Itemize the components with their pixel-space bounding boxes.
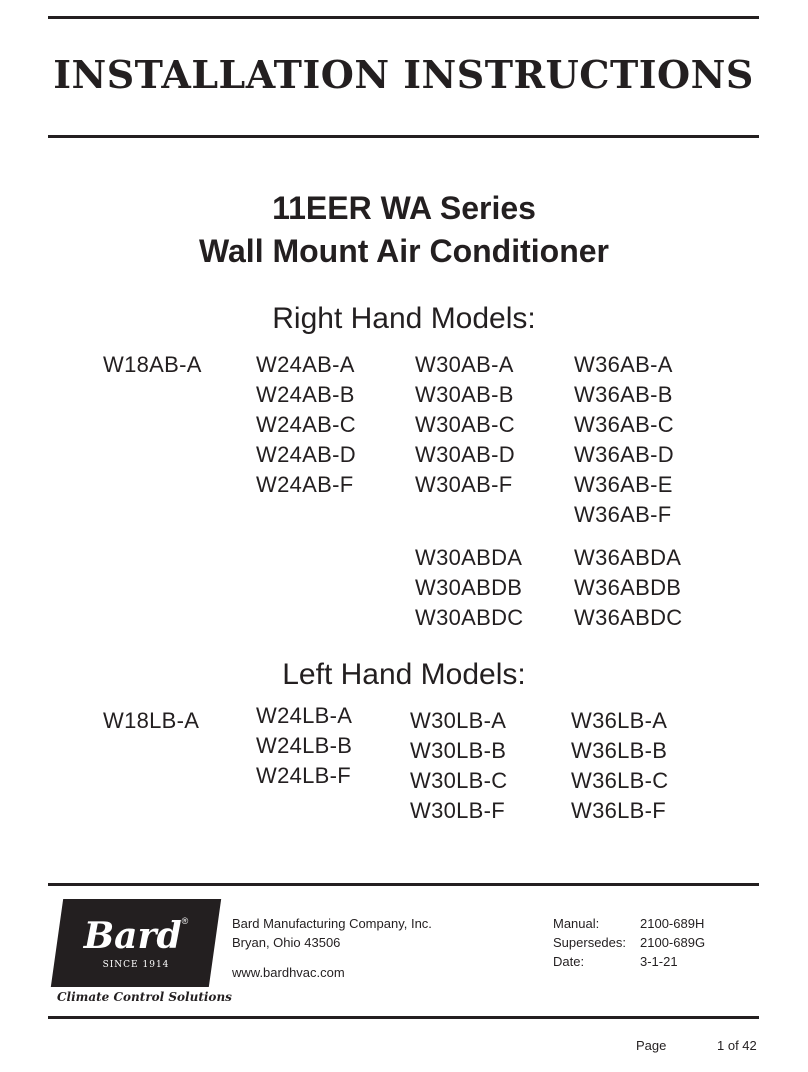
model-number: W24LB-F (256, 763, 352, 788)
model-number: W36AB-C (574, 412, 674, 437)
rh-col-30-d (415, 543, 523, 633)
model-number: W24AB-D (256, 442, 356, 467)
rh-col-18 (103, 350, 202, 380)
model-number: W18LB-A (103, 708, 200, 733)
model-number: W30ABDA (415, 545, 523, 570)
model-number: W36AB-E (574, 472, 673, 497)
top-rule (48, 16, 759, 19)
manual-value: 2100-689H (640, 916, 705, 931)
manual-label: Manual: (553, 916, 600, 931)
lh-col-24 (256, 701, 352, 791)
series-title: 11EER WA Series (272, 190, 536, 226)
title-rule (48, 135, 759, 138)
model-number: W30LB-B (410, 738, 507, 763)
model-number: W36LB-C (571, 768, 669, 793)
model-number: W30LB-C (410, 768, 508, 793)
model-number: W36AB-A (574, 352, 673, 377)
footer-bottom-rule (48, 1016, 759, 1019)
page-label: Page (636, 1038, 667, 1053)
lh-col-30 (410, 706, 507, 826)
model-number: W36ABDB (574, 575, 682, 600)
model-number: W30LB-A (410, 708, 507, 733)
document-info-labels (553, 914, 626, 971)
rh-col-24 (256, 350, 356, 500)
model-number: W30AB-D (415, 442, 515, 467)
rh-col-36-d (574, 543, 682, 633)
rh-col-30 (415, 350, 515, 500)
model-number: W36AB-B (574, 382, 673, 407)
model-number: W24AB-F (256, 472, 354, 497)
model-number: W30AB-C (415, 412, 515, 437)
logo-name: Bard (83, 915, 182, 957)
model-number: W24LB-B (256, 733, 353, 758)
model-number: W18AB-A (103, 352, 202, 377)
right-hand-heading: Right Hand Models: (272, 302, 536, 335)
model-number: W24LB-A (256, 703, 353, 728)
model-number: W24AB-B (256, 382, 355, 407)
company-info (232, 914, 432, 982)
date-value: 3-1-21 (640, 954, 678, 969)
bard-logo (51, 899, 221, 987)
model-number: W30AB-F (415, 472, 513, 497)
model-number: W36LB-F (571, 798, 667, 823)
supersedes-label: Supersedes: (553, 935, 626, 950)
model-number: W36LB-B (571, 738, 668, 763)
model-number: W30ABDC (415, 605, 524, 630)
model-number: W30AB-A (415, 352, 514, 377)
footer-top-rule (48, 883, 759, 886)
model-number: W30ABDB (415, 575, 523, 600)
page-title: INSTALLATION INSTRUCTIONS (53, 52, 754, 97)
company-name: Bard Manufacturing Company, Inc. (232, 916, 432, 931)
model-number: W24AB-A (256, 352, 355, 377)
product-title: Wall Mount Air Conditioner (198, 233, 609, 269)
model-number: W36ABDC (574, 605, 683, 630)
logo-since: SINCE 1914 (102, 960, 170, 970)
date-label: Date: (553, 954, 585, 969)
model-number: W36AB-F (574, 502, 672, 527)
rh-col-36 (574, 350, 674, 530)
document-info-values (640, 914, 705, 971)
model-number: W30LB-F (410, 798, 506, 823)
supersedes-value: 2100-689G (640, 935, 706, 950)
model-number: W30AB-B (415, 382, 514, 407)
model-number: W36ABDA (574, 545, 682, 570)
lh-col-18 (103, 706, 199, 736)
page-number: 1 of 42 (717, 1038, 757, 1053)
company-address: Bryan, Ohio 43506 (232, 935, 341, 950)
lh-col-36 (571, 706, 668, 826)
model-number: W36LB-A (571, 708, 668, 733)
logo-tagline: Climate Control Solutions (57, 990, 232, 1004)
company-website[interactable]: www.bardhvac.com (232, 965, 345, 980)
left-hand-heading: Left Hand Models: (282, 658, 526, 691)
model-number: W36AB-D (574, 442, 674, 467)
model-number: W24AB-C (256, 412, 356, 437)
logo-registered-mark: ® (181, 916, 189, 926)
